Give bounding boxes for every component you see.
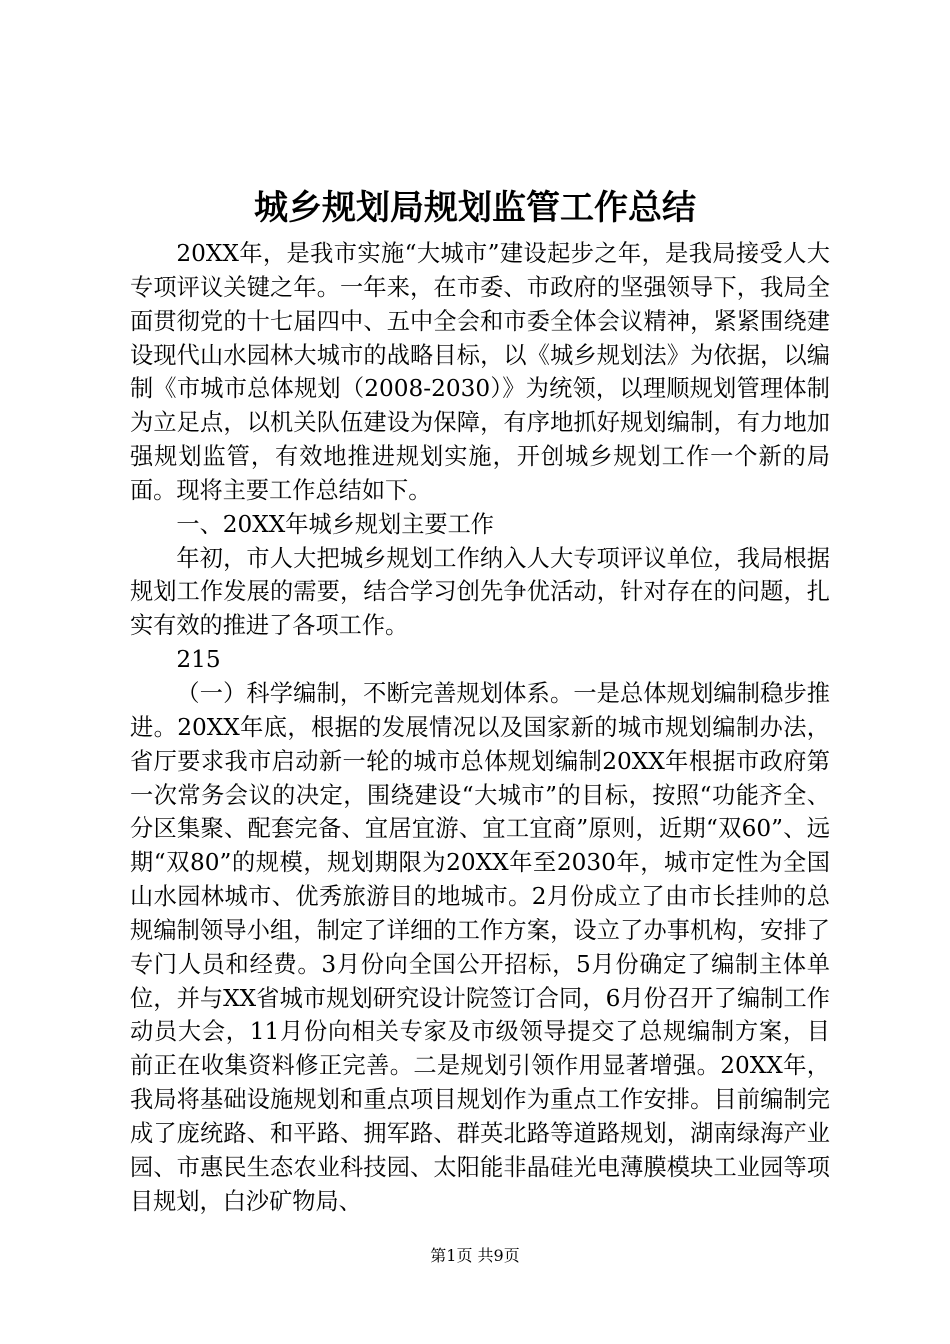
page-number-inline: 215 — [176, 646, 221, 674]
section-heading: 一、20XX年城乡规划主要工作 — [176, 510, 494, 538]
paragraph-overview: 年初，市人大把城乡规划工作纳入人大专项评议单位，我局根据规划工作发展的需要，结合学习创先争优活动，针对存在的问题，扎实有效的推进了各项工作。 — [130, 544, 830, 640]
paragraph-intro: 20XX年，是我市实施“大城市”建设起步之年，是我局接受人大专项评议关键之年。一年来，在市委、市政府的坚强领导下，我局全面贯彻党的十七届四中、五中全会和市委全体会议精神，紧紧围绕建设现代山水园林大城市的战略目标，以《城乡规划法》为依据，以编制《市城市总体规划（2008-2030）》为统领，以理顺规划管理体制为立足点，以机关队伍建设为保障，有序地抓好规划编制，有力地加强规划监管，有效地推进规划实施，开创城乡规划工作一个新的局面。现将主要工作总结如下。 — [130, 240, 830, 504]
paragraph-planning: （一）科学编制，不断完善规划体系。一是总体规划编制稳步推进。20XX年底，根据的发展情况以及国家新的城市规划编制办法，省厅要求我市启动新一轮的城市总体规划编制20XX年根据市政府第一次常务会议的决定，围绕建设“大城市”的目标，按照“功能齐全、分区集聚、配套完备、宜居宜游、宜工宜商”原则，近期“双60”、远期“双80”的规模，规划期限为20XX年至2030年，城市定性为全国山水园林城市、优秀旅游目的地城市。2月份成立了由市长挂帅的总规编制领导小组，制定了详细的工作方案，设立了办事机构，安排了专门人员和经费。3月份向全国公开招标，5月份确定了编制主体单位，并与XX省城市规划研究设计院签订合同，6月份召开了编制工作动员大会，11月份向相关专家及市级领导提交了总规编制方案，目前正在收集资料修正完善。二是规划引领作用显著增强。20XX年，我局将基础设施规划和重点项目规划作为重点工作安排。目前编制完成了庞统路、和平路、拥军路、群英北路等道路规划，湖南绿海产业园、市惠民生态农业科技园、太阳能非晶硅光电薄膜模块工业园等项目规划，白沙矿物局、 — [130, 679, 830, 1215]
document-title: 城乡规划局规划监管工作总结 — [254, 188, 696, 228]
page-footer: 第1页 共9页 — [430, 1246, 520, 1265]
document-body — [130, 237, 830, 1218]
